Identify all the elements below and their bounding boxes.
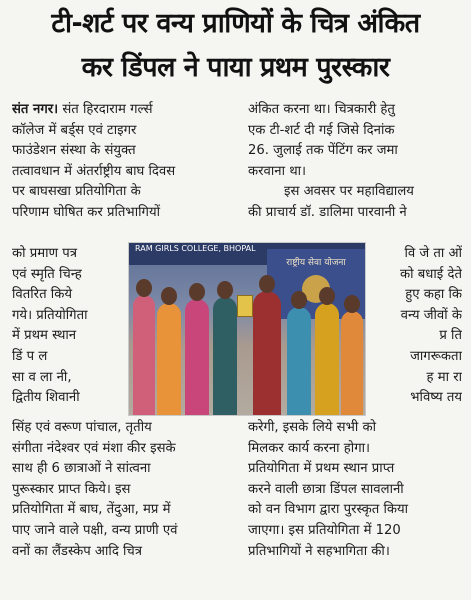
person-figure (157, 303, 181, 415)
article-line: परिणाम घोषित कर प्रतिभागियों (12, 204, 161, 220)
article-line: 26. जुलाई तक पेंटिंग कर जमा (248, 143, 398, 159)
article-line: सा व ला नी, (12, 369, 72, 385)
article-line: गये। प्रतियोगिता (12, 307, 88, 323)
person-head (291, 291, 307, 309)
article-line: संगीता नंदेश्वर एवं मंशा कीर इसके (12, 440, 176, 456)
article-line: भविष्य तय (410, 390, 462, 406)
article-right-column-top (248, 100, 460, 224)
article-line: प्रतियोगिता में प्रथम स्थान प्राप्त (248, 461, 395, 477)
person-figure (213, 297, 237, 415)
article-line: पुरूस्कार प्राप्त किये। इस (12, 481, 131, 497)
article-line: इस अवसर पर महाविद्यालय (284, 184, 414, 200)
article-line: पाए जाने वाले पक्षी, वन्य प्राणी एवं (12, 522, 178, 538)
article-line: फाउंडेशन संस्था के संयुक्त (12, 143, 136, 159)
article-right-column-bottom (248, 418, 460, 562)
article-line: साथ ही 6 छात्राओं ने सांत्वना (12, 461, 151, 477)
article-line: तत्वावधान में अंतर्राष्ट्रीय बाघ दिवस (12, 163, 176, 179)
dateline: संत नगर। (12, 102, 59, 117)
poster-text: राष्ट्रीय सेवा योजना (286, 258, 346, 268)
article-line: पर बाघसखा प्रतियोगिता के (12, 184, 141, 200)
article-line: कॉलेज में बर्ड्स एवं टाइगर (12, 122, 137, 138)
article-line: को वन विभाग द्वारा पुरस्कृत किया (248, 502, 409, 518)
person-head (161, 287, 177, 305)
article-line: ह मा रा (426, 369, 462, 385)
headline-line-2: कर डिंपल ने पाया प्रथम पुरस्कार (81, 52, 390, 83)
person-figure (185, 299, 209, 415)
article-line: करवाना था। (248, 163, 307, 179)
article-line: एक टी-शर्ट दी गई जिसे दिनांक (248, 122, 395, 138)
person-figure (253, 291, 281, 415)
article-line: वन्य जीवों के (400, 307, 462, 323)
article-line: करेगी, इसके लिये सभी को (248, 420, 376, 435)
article-line: जाएगा। इस प्रतियोगिता में 120 (248, 522, 401, 538)
person-figure (287, 307, 311, 415)
article-line: द्वितीय शिवानी (12, 390, 80, 406)
article-line: प्र ति (439, 328, 462, 344)
article-line: अंकित करना था। चित्रकारी हेतु (248, 102, 395, 117)
article-line: संत नगर। संत हिरदाराम गर्ल्स (12, 102, 153, 117)
person-head (319, 287, 335, 305)
person-head (136, 279, 152, 297)
person-figure (315, 303, 339, 415)
person-head (344, 295, 360, 313)
person-head (259, 275, 275, 293)
article-line: प्रतियोगिता में बाघ, तेंदुआ, मप्र में (12, 502, 171, 518)
headline-line-1: टी-शर्ट पर वन्य प्राणियों के चित्र अंकित (51, 8, 420, 39)
article-left-column-top (12, 100, 228, 224)
award-ceremony-photo (128, 242, 366, 416)
photo-banner: RAM GIRLS COLLEGE, BHOPAL (129, 243, 366, 265)
article-line: सिंह एवं वरूण पांचाल, तृतीय (12, 420, 152, 435)
article-line: हुए कहा कि (405, 287, 462, 303)
article-line: को प्रमाण पत्र (12, 246, 78, 261)
article-line: डिं प ल (12, 348, 48, 364)
article-line: करने वाली छात्रा डिंपल सावलानी (248, 481, 404, 497)
article-line: की प्राचार्य डॉ. डालिमा पारवानी ने (248, 204, 407, 220)
article-left-column-bottom (12, 418, 228, 562)
person-figure (341, 311, 363, 415)
article-line: वि जे ता ओं (404, 246, 462, 261)
article-right-wrap (366, 244, 462, 409)
article-line: प्रतिभागियों ने सहभागिता की। (248, 543, 390, 559)
article-line: को बधाई देते (400, 266, 462, 282)
person-head (217, 281, 233, 299)
article-left-wrap (12, 244, 124, 409)
article-line: में प्रथम स्थान (12, 328, 77, 344)
article-line: मिलकर कार्य करना होगा। (248, 440, 371, 456)
article-line: एवं स्मृति चिन्ह (12, 266, 82, 282)
article-line: जागरूकता (410, 348, 462, 364)
article-line: वनों का लैंडस्केप आदि चित्र (12, 543, 143, 559)
person-figure (133, 295, 155, 415)
person-head (189, 283, 205, 301)
article-line: वितरित किये (12, 287, 72, 303)
certificate-icon (237, 295, 253, 317)
